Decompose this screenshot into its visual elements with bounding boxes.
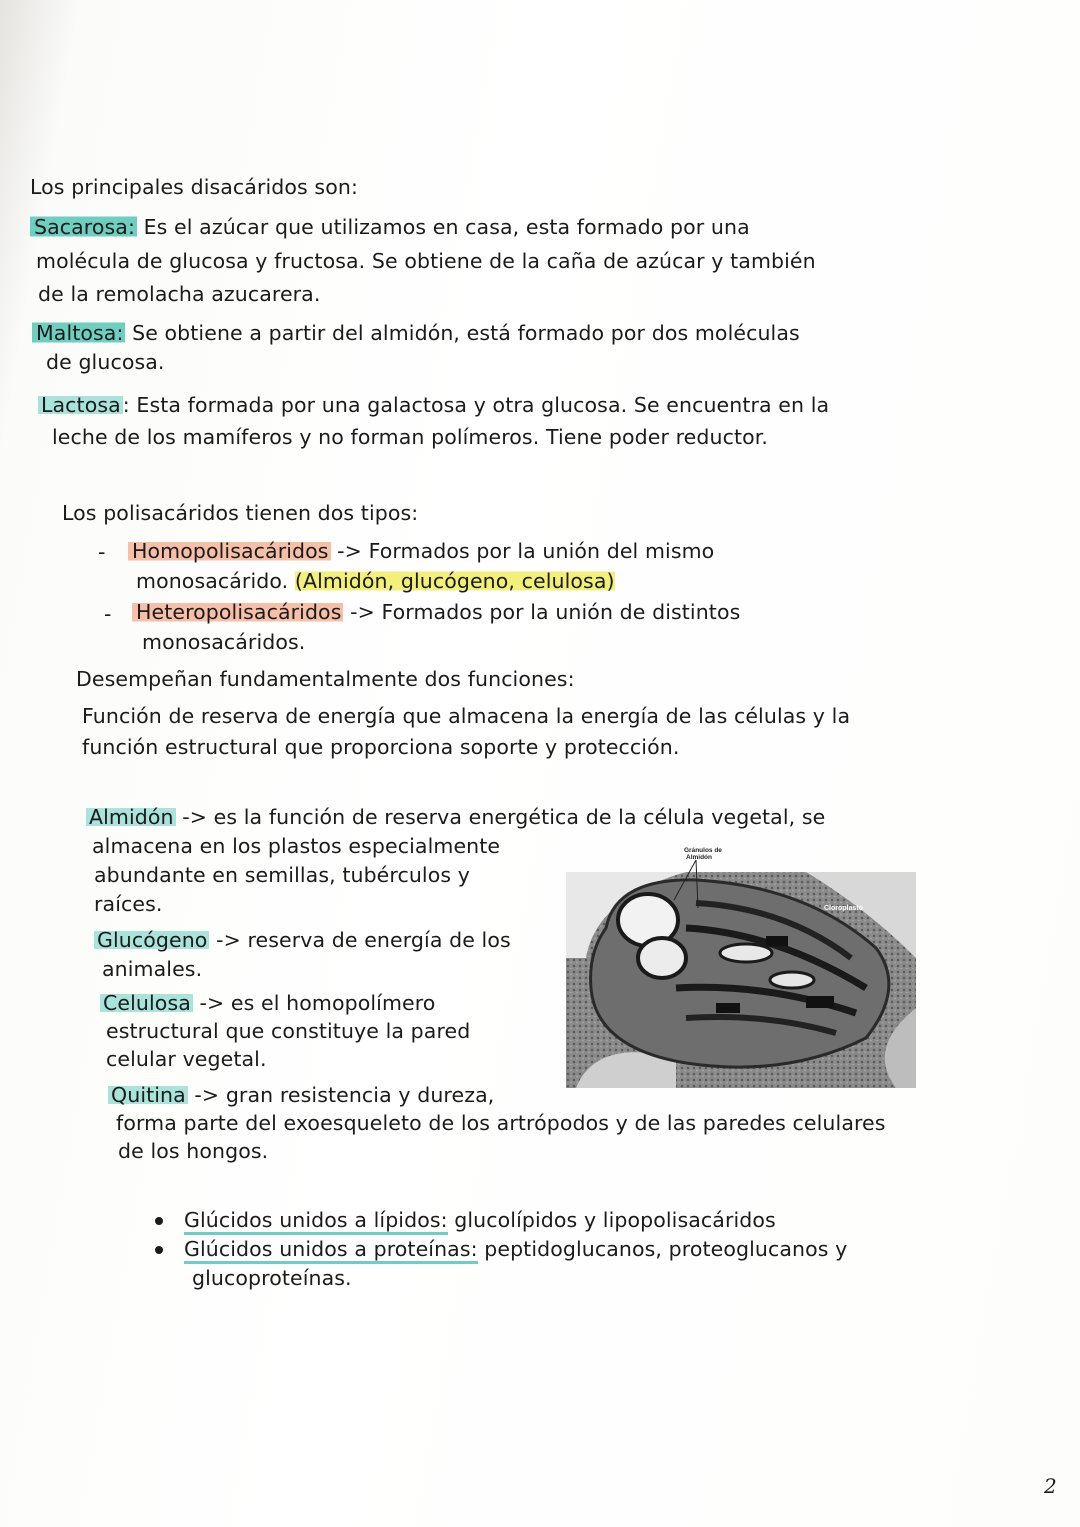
maltosa-line-1 — [32, 318, 800, 348]
glucogeno-text-1: -> reserva de energía de los — [209, 928, 511, 952]
celulosa-line-2: estructural que constituye la pared — [106, 1019, 471, 1043]
maltosa-term: Maltosa: — [32, 321, 125, 345]
figure-label-cloroplasto: Cloroplasto — [824, 905, 863, 912]
quitina-line-1 — [108, 1080, 494, 1110]
chloroplast-micrograph — [566, 838, 916, 1088]
almidon-line-4: raíces. — [94, 892, 163, 916]
lactosa-line-2: leche de los mamíferos y no forman polímeros. Tiene poder reductor. — [52, 425, 769, 449]
figure-label-granulos-2: Almidón — [686, 854, 712, 861]
quitina-line-3: de los hongos. — [118, 1139, 269, 1163]
sacarosa-line-1 — [30, 212, 750, 242]
grana — [766, 936, 788, 946]
hetero-dash: - — [104, 602, 112, 626]
conjugado-item-2-line-2: glucoproteínas. — [192, 1266, 352, 1290]
homo-dash: - — [98, 540, 106, 564]
sacarosa-text-1: Es el azúcar que utilizamos en casa, esta formado por una — [136, 215, 750, 239]
celulosa-term: Celulosa — [100, 991, 193, 1015]
sacarosa-term: Sacarosa: — [30, 215, 137, 239]
glucogeno-line-2: animales. — [102, 957, 203, 981]
quitina-text-1: -> gran resistencia y dureza, — [187, 1083, 495, 1107]
quitina-line-2: forma parte del exoesqueleto de los artrópodos y de las paredes celulares — [116, 1111, 886, 1135]
conjugado-item-1 — [184, 1205, 776, 1235]
celulosa-text-1: -> es el homopolímero — [192, 991, 436, 1015]
celulosa-line-1 — [100, 988, 435, 1018]
grana — [716, 1003, 740, 1013]
funciones-line-2: función estructural que proporciona soporte y protección. — [82, 735, 680, 759]
homo-line-1 — [128, 536, 714, 566]
almidon-line-1 — [86, 802, 825, 832]
starch-granule — [638, 938, 686, 978]
almidon-line-3: abundante en semillas, tubérculos y — [94, 863, 471, 887]
maltosa-line-2: de glucosa. — [46, 350, 165, 374]
polisacaridos-intro: Los polisacáridos tienen dos tipos: — [62, 501, 419, 525]
funciones-line-1: Función de reserva de energía que almacena la energía de las células y la — [82, 704, 851, 728]
grana — [806, 996, 834, 1008]
lactosa-line-1 — [38, 390, 829, 420]
homo-text-2: monosacárido. — [136, 569, 295, 593]
conjugado-term-2: Glúcidos unidos a proteínas: — [184, 1237, 478, 1264]
sacarosa-line-3: de la remolacha azucarera. — [38, 282, 321, 306]
maltosa-text-1: Se obtiene a partir del almidón, está formado por dos moléculas — [125, 321, 800, 345]
hetero-line-2: monosacáridos. — [142, 630, 306, 654]
disacaridos-intro: Los principales disacáridos son: — [30, 175, 358, 199]
almidon-line-2: almacena en los plastos especialmente — [92, 834, 501, 858]
almidon-term: Almidón — [86, 805, 176, 829]
conjugado-term-1: Glúcidos unidos a lípidos: — [184, 1208, 448, 1235]
hetero-line-1 — [132, 597, 740, 627]
homo-text-1: -> Formados por la unión del mismo — [330, 539, 715, 563]
glucogeno-term: Glucógeno — [94, 928, 209, 952]
starch-granule — [720, 944, 772, 962]
quitina-term: Quitina — [108, 1083, 188, 1107]
conjugado-text-1: glucolípidos y lipopolisacáridos — [447, 1208, 776, 1232]
conjugado-item-2 — [184, 1234, 847, 1264]
sacarosa-line-2: molécula de glucosa y fructosa. Se obtiene de la caña de azúcar y también — [36, 249, 816, 273]
homo-line-2 — [136, 566, 615, 596]
celulosa-line-3: celular vegetal. — [106, 1047, 267, 1071]
hetero-term: Heteropolisacáridos — [132, 600, 343, 624]
glucogeno-line-1 — [94, 925, 511, 955]
page-number: 2 — [1044, 1474, 1057, 1498]
chloroplast-micrograph-image — [566, 838, 916, 1088]
homo-examples: (Almidón, glucógeno, celulosa) — [294, 569, 615, 593]
lactosa-term: Lactosa — [38, 393, 123, 417]
bullet-icon — [155, 1246, 163, 1254]
starch-granule — [770, 972, 814, 988]
hetero-text-1: -> Formados por la unión de distintos — [343, 600, 741, 624]
bullet-icon — [155, 1217, 163, 1225]
figure-label-granulos-1: Gránulos de — [684, 847, 722, 854]
almidon-text-1: -> es la función de reserva energética de la célula vegetal, se — [175, 805, 826, 829]
lactosa-text-1: : Esta formada por una galactosa y otra glucosa. Se encuentra en la — [122, 393, 830, 417]
conjugado-text-2: peptidoglucanos, proteoglucanos y — [477, 1237, 848, 1261]
funciones-intro: Desempeñan fundamentalmente dos funciones: — [76, 667, 575, 691]
homo-term: Homopolisacáridos — [128, 539, 331, 563]
